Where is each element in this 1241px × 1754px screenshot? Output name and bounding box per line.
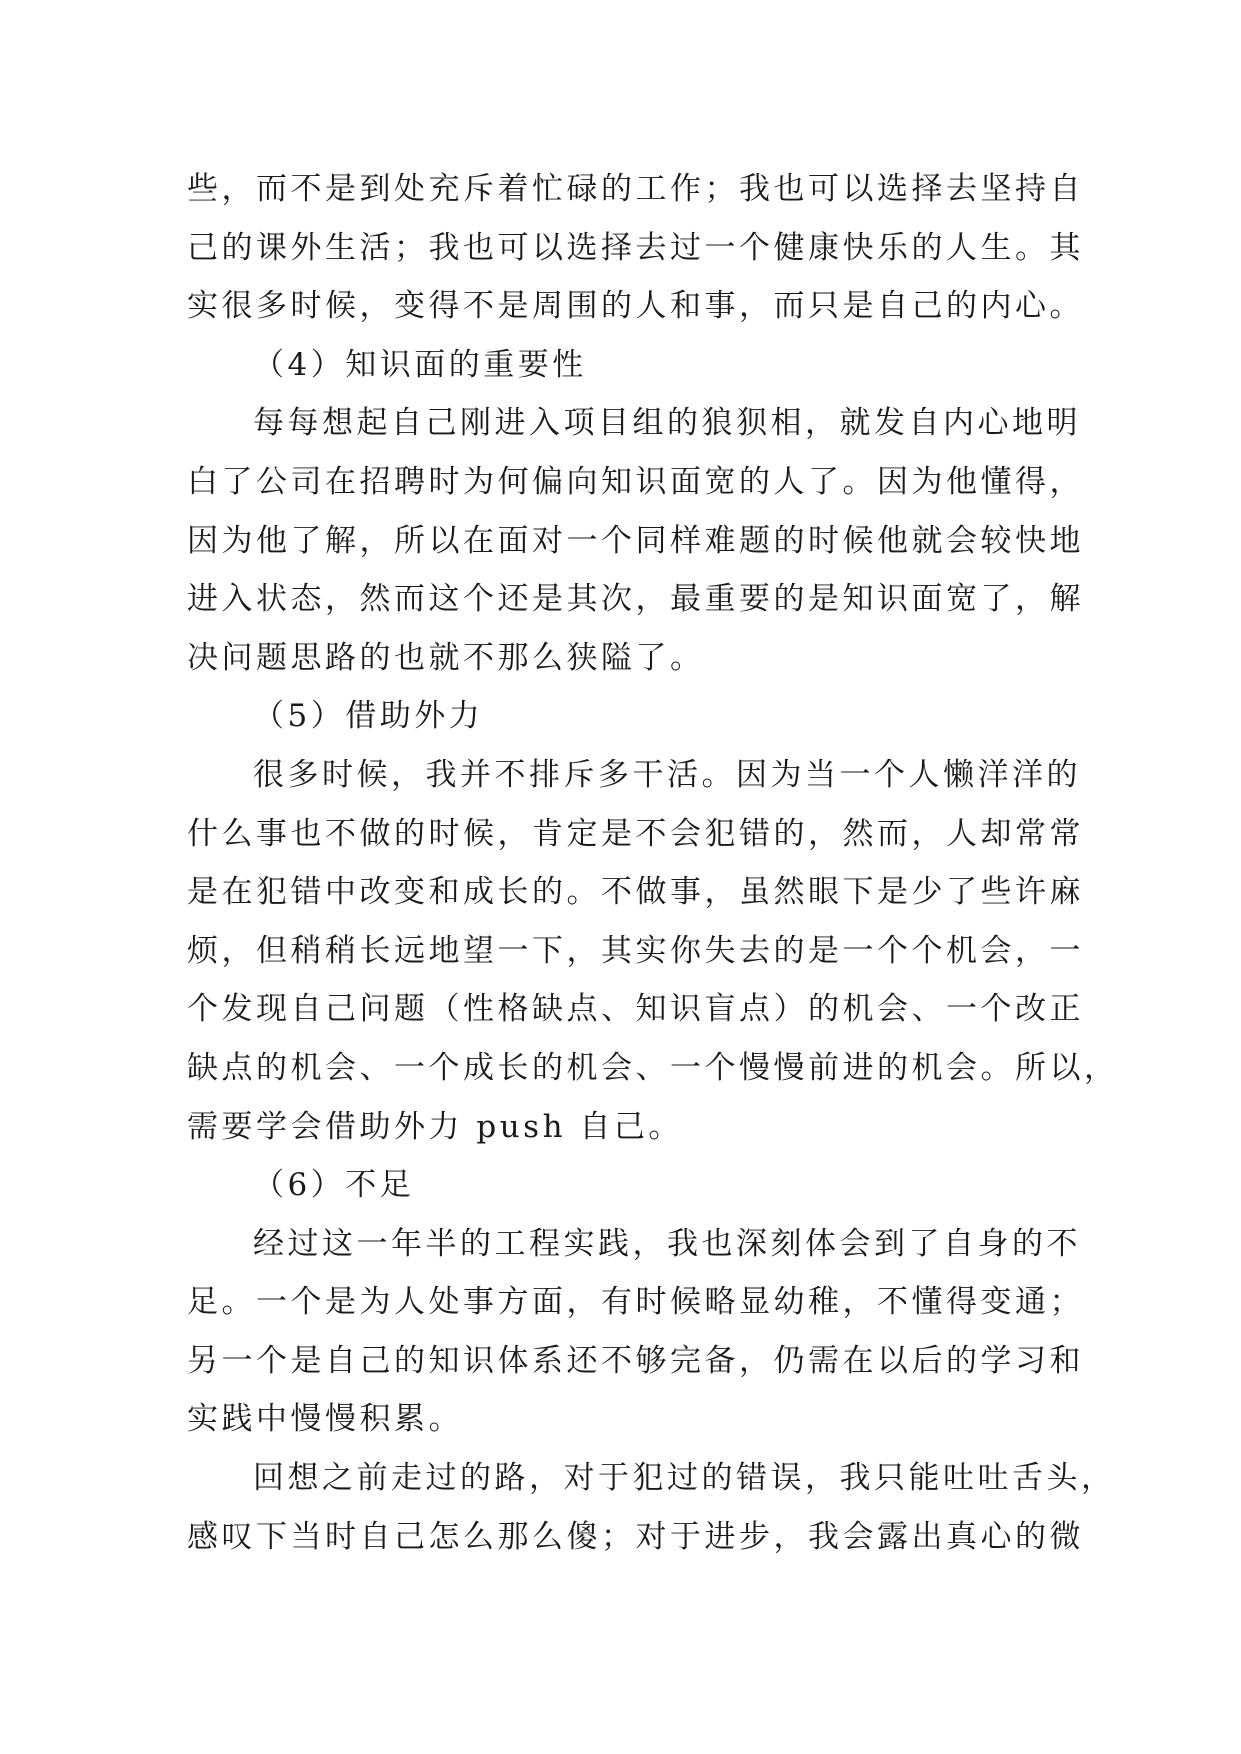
text-line: 决问题思路的也就不那么狭隘了。: [187, 639, 705, 676]
text-line: 己的课外生活；我也可以选择去过一个健康快乐的人生。其: [187, 229, 1084, 266]
paragraph-first-line: 经过这一年半的工程实践，我也深刻体会到了自身的不: [253, 1225, 1081, 1262]
text-line: 需要学会借助外力 push 自己。: [187, 1108, 683, 1145]
text-line: 感叹下当时自己怎么那么傻；对于进步，我会露出真心的微: [187, 1518, 1084, 1555]
paragraph-first-line: 回想之前走过的路，对于犯过的错误，我只能吐吐舌头，: [253, 1460, 1116, 1497]
text-line: 实践中慢慢积累。: [187, 1401, 463, 1438]
text-line: 什么事也不做的时候，肯定是不会犯错的，然而，人却常常: [187, 815, 1084, 852]
paragraph-first-line: 每每想起自己刚进入项目组的狼狈相，就发自内心地明: [253, 405, 1081, 442]
section-heading: （5）借助外力: [253, 698, 484, 735]
text-line: 个发现自己问题（性格缺点、知识盲点）的机会、一个改正: [187, 991, 1084, 1028]
paragraph-first-line: 很多时候，我并不排斥多干活。因为当一个人懒洋洋的: [253, 756, 1081, 793]
section-heading: （6）不足: [253, 1167, 415, 1204]
text-line: 另一个是自己的知识体系还不够完备，仍需在以后的学习和: [187, 1342, 1084, 1379]
section-heading: （4）知识面的重要性: [253, 346, 587, 383]
text-line: 因为他了解，所以在面对一个同样难题的时候他就会较快地: [187, 522, 1084, 559]
document-body: [187, 160, 1119, 1566]
text-line: 是在犯错中改变和成长的。不做事，虽然眼下是少了些许麻: [187, 874, 1084, 911]
text-line: 些，而不是到处充斥着忙碌的工作；我也可以选择去坚持自: [187, 171, 1084, 207]
text-line: 白了公司在招聘时为何偏向知识面宽的人了。因为他懂得，: [187, 463, 1084, 500]
text-line: 足。一个是为人处事方面，有时候略显幼稚，不懂得变通；: [187, 1284, 1084, 1321]
text-line: 实很多时候，变得不是周围的人和事，而只是自己的内心。: [187, 288, 1084, 325]
text-line: 缺点的机会、一个成长的机会、一个慢慢前进的机会。所以，: [187, 1049, 1119, 1086]
text-line: 烦，但稍稍长远地望一下，其实你失去的是一个个机会，一: [187, 932, 1084, 969]
text-line: 进入状态，然而这个还是其次，最重要的是知识面宽了，解: [187, 581, 1084, 618]
